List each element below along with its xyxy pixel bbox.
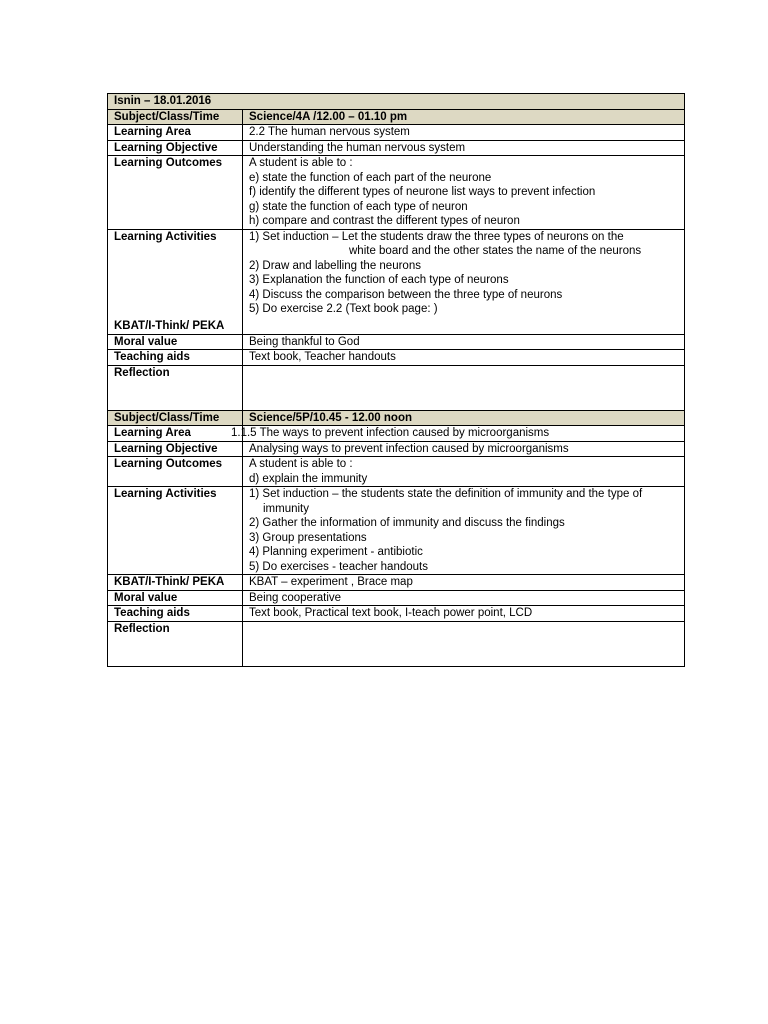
lesson1-outcomes-label: Learning Outcomes [108,156,243,230]
list-item: 2) Draw and labelling the neurons [249,259,421,272]
lesson2-reflection-row [108,621,685,666]
lesson2-kbat-value: KBAT – experiment , Brace map [243,575,685,591]
lesson1-objective-label: Learning Objective [108,140,243,156]
list-item: A student is able to : [249,458,353,470]
lesson1-aids-value: Text book, Teacher handouts [243,350,685,366]
lesson1-activities-label: Learning Activities [114,230,217,243]
list-item: 5) Do exercise 2.2 (Text book page: ) [249,303,438,315]
lesson1-subject-row [108,109,685,125]
lesson2-area-value: 1.1.5 The ways to prevent infection caused by microorganisms [231,427,550,439]
lesson1-moral-value: Being thankful to God [243,334,685,350]
lesson1-subject-value: Science/4A /12.00 – 01.10 pm [243,109,685,125]
list-item: white board and the other states the name of the neurons [349,245,642,257]
lesson-plan-table [107,93,685,667]
lesson1-area-value: 2.2 The human nervous system [243,125,685,141]
lesson2-aids-label: Teaching aids [108,606,243,622]
lesson2-kbat-row [108,575,685,591]
lesson2-subject-row [108,410,685,426]
lesson1-kbat-label: KBAT/I-Think/ PEKA [114,320,225,332]
lesson2-activities-list [243,487,685,575]
lesson2-area-row [108,426,685,442]
lesson1-area-row [108,125,685,141]
list-item: A student is able to : [249,157,353,169]
list-item: 4) Planning experiment - antibiotic [249,546,423,558]
lesson2-aids-row [108,606,685,622]
lesson2-aids-value: Text book, Practical text book, I-teach power point, LCD [243,606,685,622]
lesson1-reflection-row [108,365,685,410]
lesson1-activities-row [108,229,685,334]
lesson1-area-label: Learning Area [108,125,243,141]
list-item: 1) Set induction – Let the students draw the three types of neurons on the [249,230,624,243]
list-item: immunity [263,502,310,515]
lesson1-moral-label: Moral value [108,334,243,350]
lesson2-outcomes-label: Learning Outcomes [108,457,243,487]
list-item: 2) Gather the information of immunity and discuss the findings [249,517,565,529]
lesson1-moral-row [108,334,685,350]
lesson1-aids-row [108,350,685,366]
lesson2-objective-label: Learning Objective [108,441,243,457]
list-item: 3) Group presentations [249,531,367,544]
date-header: Isnin – 18.01.2016 [108,94,685,110]
list-item: 4) Discuss the comparison between the three type of neurons [249,288,563,301]
lesson2-moral-value: Being cooperative [243,590,685,606]
lesson2-subject-value: Science/5P/10.45 - 12.00 noon [243,410,685,426]
lesson1-outcomes-list [243,156,685,230]
lesson2-kbat-label: KBAT/I-Think/ PEKA [108,575,243,591]
lesson1-subject-label: Subject/Class/Time [108,109,243,125]
lesson2-area-cell [231,426,685,442]
lesson2-objective-row [108,441,685,457]
date-header-row [108,94,685,110]
lesson2-moral-row [108,590,685,606]
lesson2-activities-row [108,487,685,575]
lesson2-reflection-value [243,621,685,666]
list-item: f) identify the different types of neurone list ways to prevent infection [249,186,596,198]
list-item: 3) Explanation the function of each type of neurons [249,274,509,286]
lesson1-aids-label: Teaching aids [108,350,243,366]
lesson1-outcomes-row [108,156,685,230]
list-item: 1) Set induction – the students state the definition of immunity and the type of [249,488,643,500]
list-item: h) compare and contrast the different types of neuron [249,215,520,227]
lesson2-area-label: Learning Area [108,426,243,442]
lesson2-outcomes-list [243,457,685,487]
list-item: g) state the function of each type of neuron [249,200,468,213]
list-item: 5) Do exercises - teacher handouts [249,560,428,573]
lesson1-objective-value: Understanding the human nervous system [243,140,685,156]
lesson2-objective-value: Analysing ways to prevent infection caused by microorganisms [243,441,685,457]
lesson1-activities-label-cell [108,229,243,334]
lesson1-reflection-label: Reflection [108,365,243,410]
lesson2-moral-label: Moral value [108,590,243,606]
lesson2-subject-label: Subject/Class/Time [108,410,243,426]
lesson2-outcomes-row [108,457,685,487]
lesson1-activities-list [243,229,685,334]
lesson1-objective-row [108,140,685,156]
lesson2-activities-label: Learning Activities [108,487,243,575]
lesson2-reflection-label: Reflection [108,621,243,666]
lesson1-reflection-value [243,365,685,410]
list-item: d) explain the immunity [249,472,368,485]
list-item: e) state the function of each part of the neurone [249,171,492,184]
